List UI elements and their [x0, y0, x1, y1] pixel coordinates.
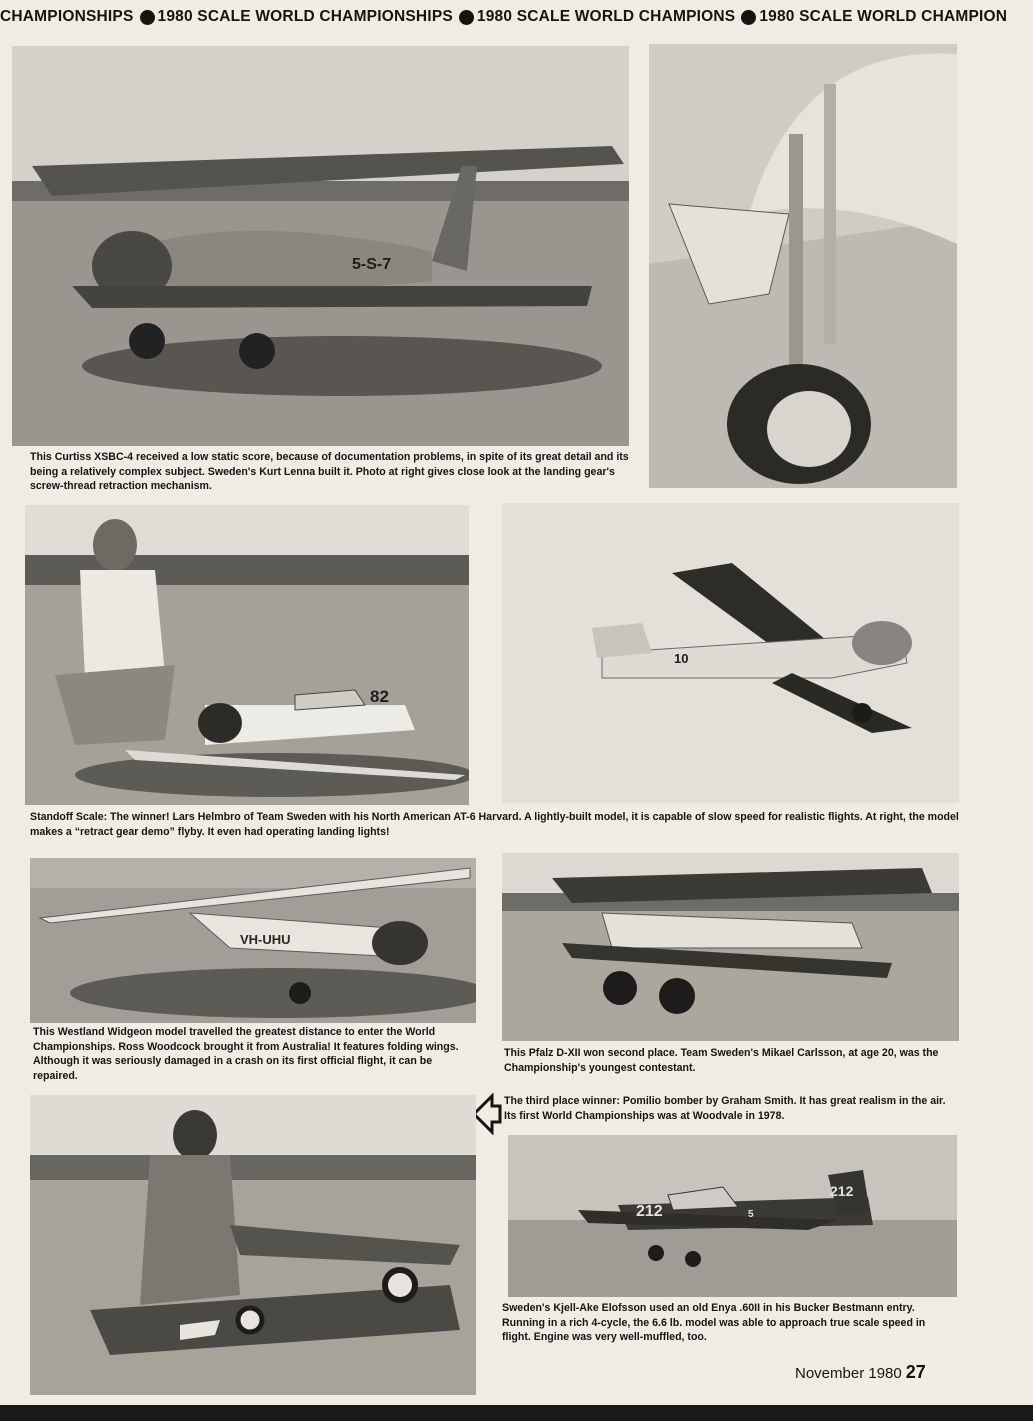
header-segment: CHAMPIONSHIPS: [0, 8, 134, 25]
photo-bucker-bestmann: [508, 1135, 957, 1297]
page-number: 27: [905, 1362, 926, 1382]
header-segment: 1980 SCALE WORLD CHAMPIONS: [476, 8, 736, 25]
scan-edge-shadow: [0, 1405, 1033, 1421]
photo-landing-gear-closeup: [649, 44, 957, 488]
bullet-dot-icon: [741, 10, 756, 25]
running-header: [0, 8, 1033, 36]
header-segment: 1980 SCALE WORLD CHAMPION: [759, 8, 1008, 25]
bullet-dot-icon: [459, 10, 474, 25]
photo-harvard-flyby: [502, 503, 959, 803]
caption-bucker: Sweden's Kjell-Ake Elofsson used an old Enya .60II in his Bucker Bestmann entry. Running in a rich 4-cycle, the 6.6 lb. model was able to approach true scale speed in flight. Engine was very well-muffled, too.: [502, 1302, 926, 1343]
caption-standoff: Standoff Scale: The winner! Lars Helmbro of Team Sweden with his North American AT-6 Harvard. A lightly-built model, it is capable of slow speed for realistic flights. At right, the model makes a “retract gear demo” flyby. It even had operating landing lights!: [30, 811, 959, 838]
page-footer: [795, 1362, 926, 1383]
issue-date: November 1980: [795, 1365, 902, 1382]
bullet-dot-icon: [140, 10, 155, 25]
caption-pomilio: The third place winner: Pomilio bomber by Graham Smith. It has great realism in the air. Its first World Championships was at Woodvale in 1978.: [504, 1095, 946, 1122]
wing-number-text: 5: [748, 1209, 754, 1220]
fuselage-number-text: 10: [674, 651, 689, 666]
header-segment: 1980 SCALE WORLD CHAMPIONSHIPS: [157, 8, 453, 25]
photo-westland-widgeon: [30, 858, 476, 1023]
photo-pfalz-dxii: [502, 853, 959, 1041]
caption-curtiss: This Curtiss XSBC-4 received a low static score, because of documentation problems, in spite of its great detail and its being a relatively complex subject. Sweden's Kurt Lenna built it. Photo at right gives close look at the landing gear's screw-thread retraction mechanism.: [30, 451, 629, 492]
arrow-left-icon: [472, 1093, 502, 1135]
photo-helmbro-harvard: [25, 505, 469, 805]
caption-pfalz: This Pfalz D-XII won second place. Team Sweden's Mikael Carlsson, at age 20, was the Championship's youngest contestant.: [504, 1047, 939, 1074]
fuselage-code-text: 5-S-7: [352, 256, 392, 273]
photo-pomilio-bomber: [30, 1095, 476, 1395]
registration-text: VH-UHU: [240, 932, 291, 947]
fuselage-number-text: 212: [636, 1203, 663, 1220]
tail-number-text: 212: [830, 1183, 854, 1199]
tail-number-text: 82: [370, 687, 389, 706]
caption-westland: This Westland Widgeon model travelled the greatest distance to enter the World Championships. Ross Woodcock brought it from Australia! It features folding wings. Although it was seriously damaged in a crash on its first official flight, it can be repaired.: [33, 1026, 459, 1082]
photo-curtiss-xsbc4: [12, 46, 629, 446]
